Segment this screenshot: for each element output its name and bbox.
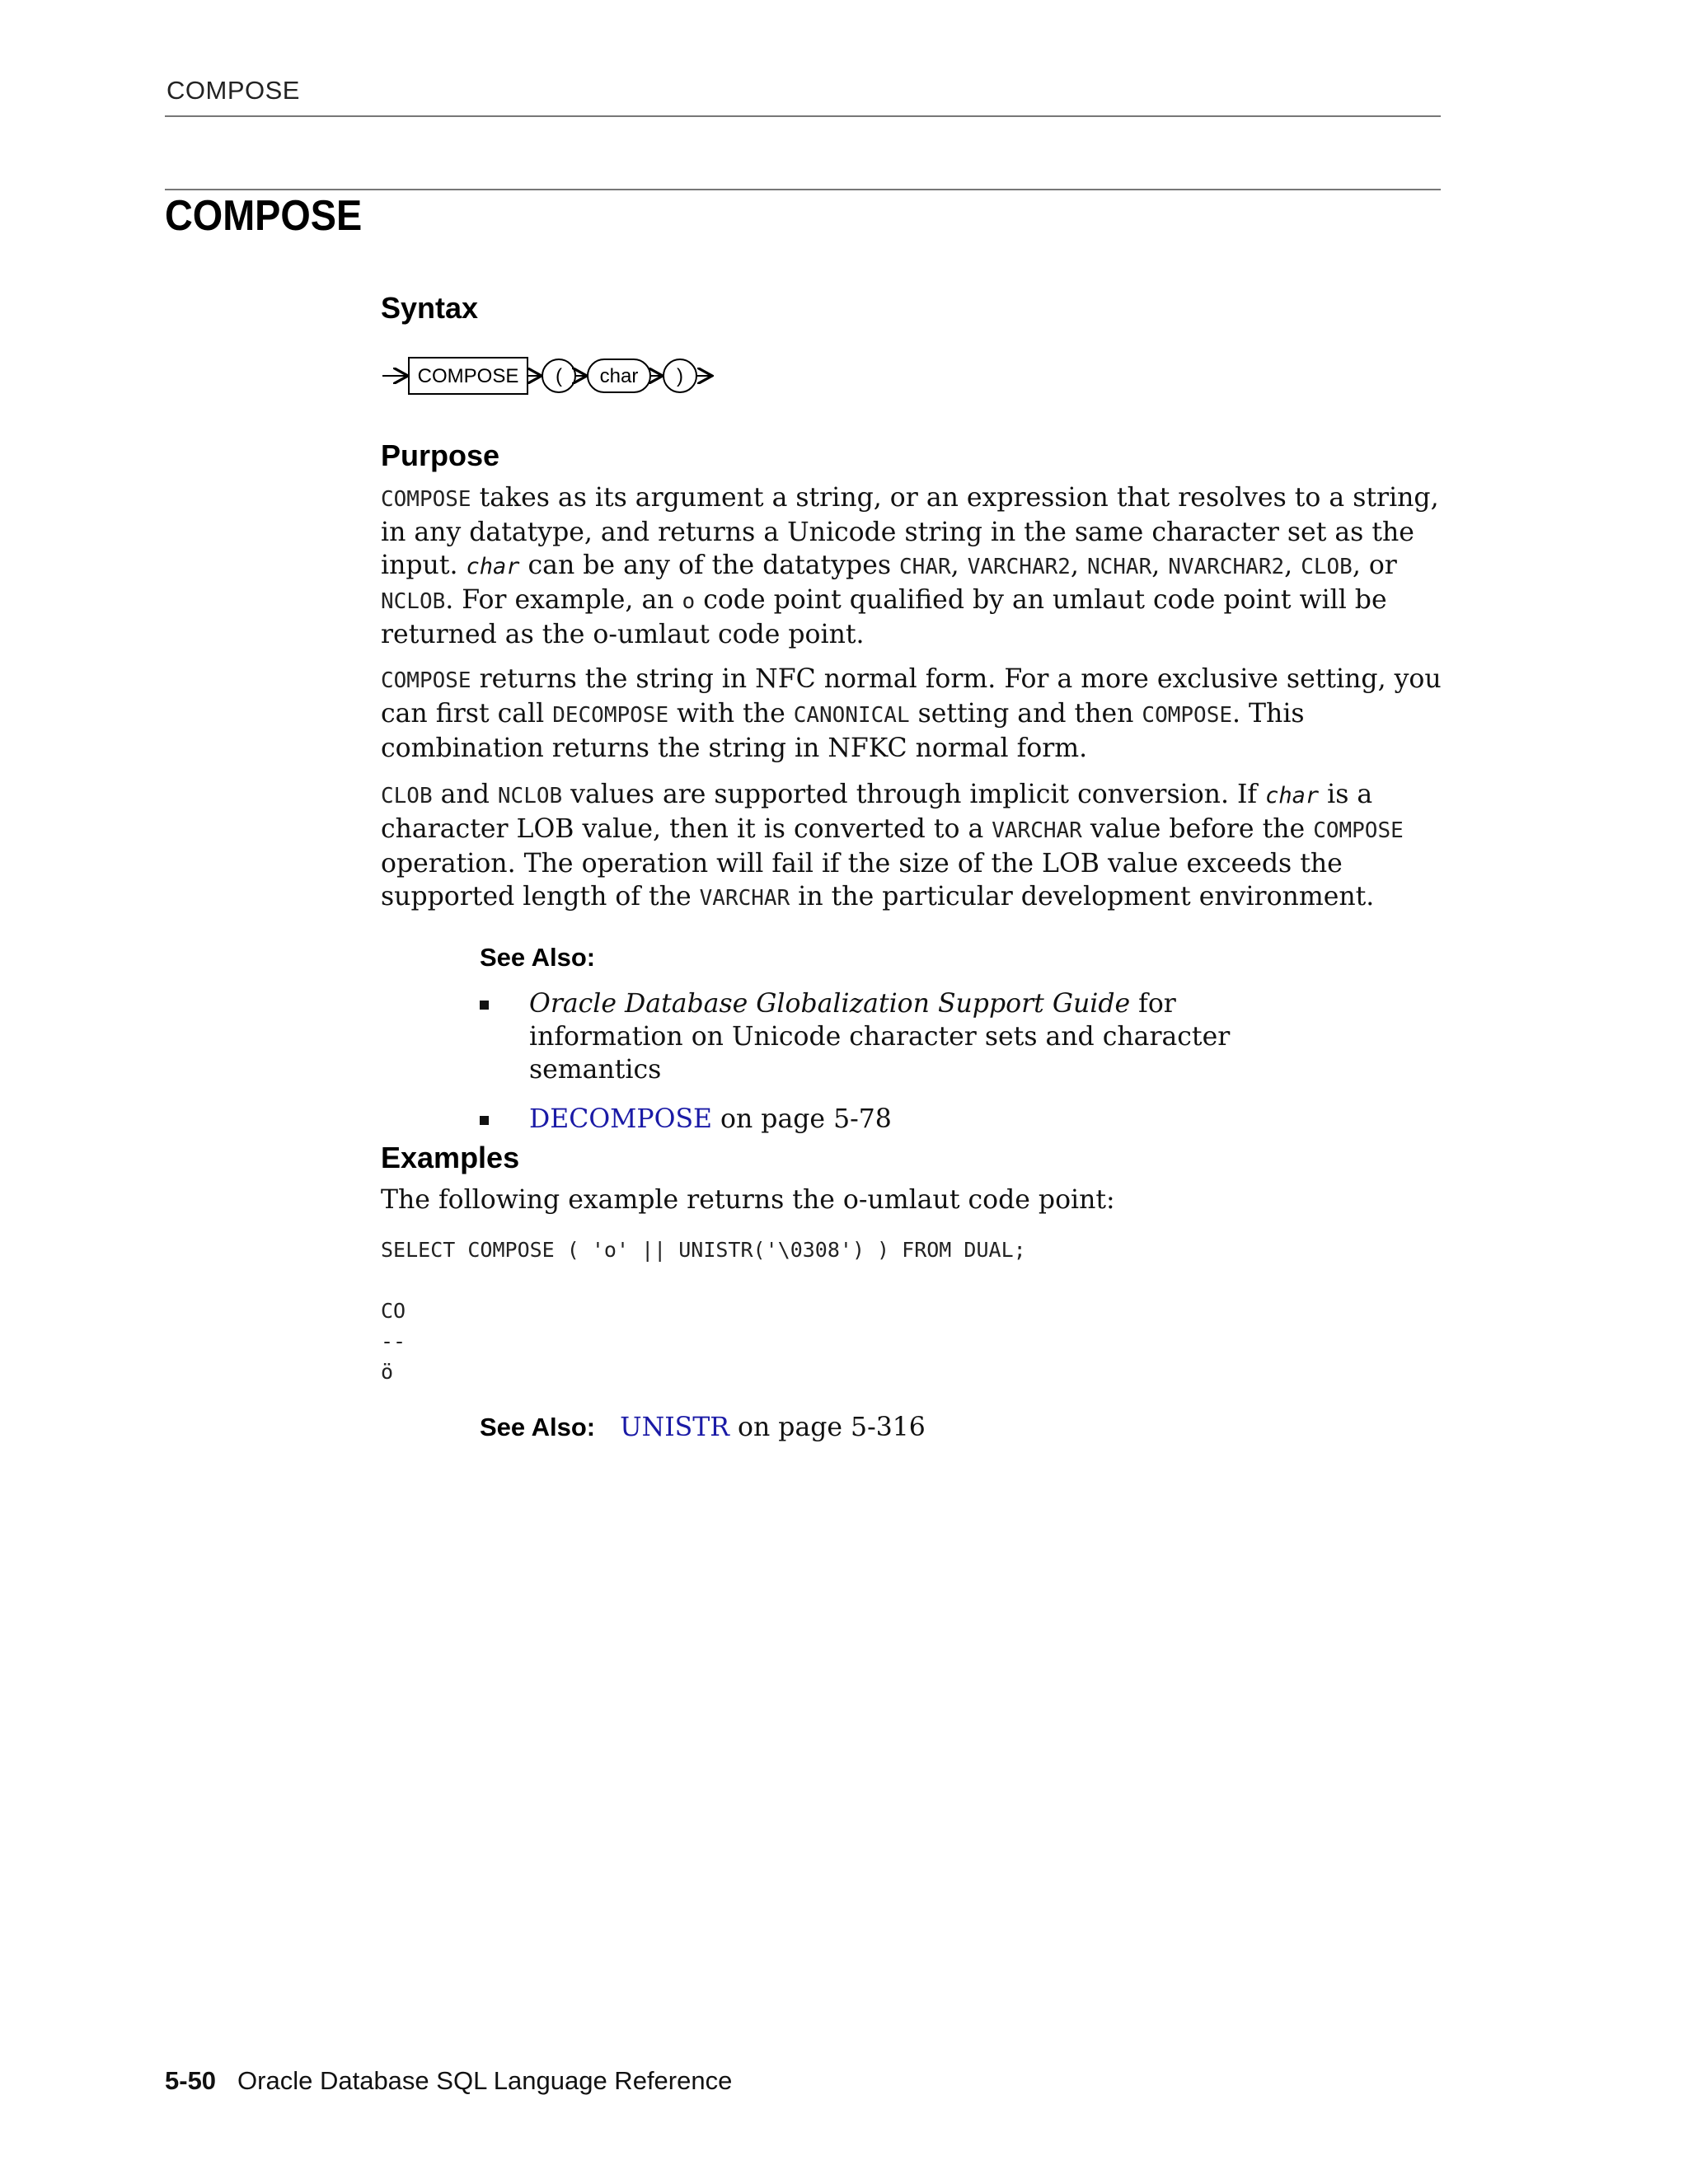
- bullet-square-icon: [480, 1001, 489, 1010]
- see-also-item: DECOMPOSE on page 5-78: [480, 1103, 1304, 1136]
- title-divider: [165, 189, 1441, 190]
- syntax-diagram: [379, 353, 725, 399]
- syntax-argument: char: [599, 365, 639, 387]
- see-also-label: See Also:: [480, 943, 596, 972]
- purpose-paragraph-1: COMPOSE takes as its argument a string, or an expression that resolves to a string, in any datatype, and returns a Unicode string in the same character set as the input. char can be any of the datatypes CHAR, VARCHAR2, NCHAR, NVARCHAR2, CLOB, or NCLOB. For example, an o code point qualified by an umlaut code point will be returned as the o-umlaut code point.: [381, 483, 1439, 649]
- book-title-footer: Oracle Database SQL Language Reference: [237, 2066, 733, 2095]
- see-also-item: Oracle Database Globalization Support Guide for information on Unicode character sets and character semantics: [480, 987, 1304, 1086]
- unistr-link[interactable]: UNISTR: [620, 1413, 729, 1442]
- page-title: COMPOSE: [165, 192, 363, 240]
- examples-heading: Examples: [381, 1141, 520, 1174]
- syntax-close-paren: ): [677, 365, 683, 387]
- running-header: COMPOSE: [166, 76, 300, 105]
- page-footer: [165, 2066, 732, 2096]
- see-also-label: See Also:: [480, 1413, 596, 1441]
- see-also-unistr: See Also: UNISTR on page 5-316: [480, 1413, 926, 1442]
- decompose-link[interactable]: DECOMPOSE: [529, 1104, 713, 1134]
- purpose-heading: Purpose: [381, 438, 500, 472]
- purpose-paragraph-3: CLOB and NCLOB values are supported through implicit conversion. If char is a character LOB value, then it is converted to a VARCHAR value before the COMPOSE operation. The operation will fail if the size of the LOB value exceeds the supported length of the VARCHAR in the particular development environment.: [381, 780, 1404, 912]
- header-divider: [165, 115, 1441, 117]
- see-also-list: [480, 987, 1304, 1152]
- examples-intro: The following example returns the o-umlaut code point:: [381, 1185, 1115, 1215]
- page-number: 5-50: [165, 2066, 217, 2095]
- syntax-keyword: COMPOSE: [417, 365, 519, 387]
- syntax-heading: Syntax: [381, 291, 479, 325]
- bullet-square-icon: [480, 1116, 489, 1125]
- purpose-paragraph-2: COMPOSE returns the string in NFC normal form. For a more exclusive setting, you can first call DECOMPOSE with the CANONICAL setting and then COMPOSE. This combination returns the string in NFKC normal form.: [381, 664, 1442, 763]
- syntax-open-paren: (: [556, 365, 562, 387]
- book-title: Oracle Database Globalization Support Guide: [529, 989, 1131, 1019]
- example-code-block: SELECT COMPOSE ( 'o' || UNISTR('\0308') ) FROM DUAL; CO -- ö: [381, 1238, 1026, 1384]
